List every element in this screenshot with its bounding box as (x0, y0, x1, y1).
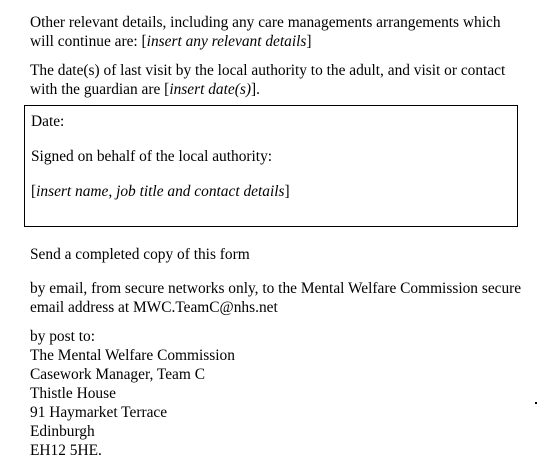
last-visit-text: The date(s) of last visit by the local authority to the adult, and visit or contact with the guardian are [ (30, 62, 506, 98)
address-line-street: 91 Haymarket Terrace (30, 404, 168, 421)
trailing-mark (535, 402, 537, 404)
address-line-postcode: EH12 5HE. (30, 442, 102, 459)
signed-on-behalf-label: Signed on behalf of the local authority: (31, 148, 273, 165)
signatory-details-placeholder-line (31, 182, 290, 201)
date-label: Date: (31, 113, 65, 130)
last-visit-placeholder: insert date(s) (169, 81, 251, 98)
other-details-close: ] (306, 33, 312, 50)
signatory-close-bracket: ] (284, 183, 290, 200)
address-line-recipient: Casework Manager, Team C (30, 366, 205, 383)
send-copy-instruction: Send a completed copy of this form (30, 246, 250, 263)
post-intro: by post to: (30, 328, 95, 345)
address-line-organisation: The Mental Welfare Commission (30, 347, 235, 364)
other-details-placeholder: insert any relevant details (146, 33, 307, 50)
last-visit-close: ]. (250, 81, 260, 98)
email-instruction: by email, from secure networks only, to the Mental Welfare Commission secure email address at MWC.TeamC@nhs.net (30, 280, 522, 316)
postal-address-block (30, 327, 528, 460)
signature-box (24, 105, 518, 227)
signatory-placeholder: insert name, job title and contact details (36, 183, 285, 200)
address-line-city: Edinburgh (30, 423, 95, 440)
address-line-building: Thistle House (30, 385, 116, 402)
other-details-paragraph (30, 13, 528, 51)
last-visit-dates-paragraph (30, 61, 528, 99)
other-details-text: Other relevant details, including any care managements arrangements which will continue are: [ (30, 14, 501, 50)
signatory-open-bracket: [ (31, 183, 37, 200)
